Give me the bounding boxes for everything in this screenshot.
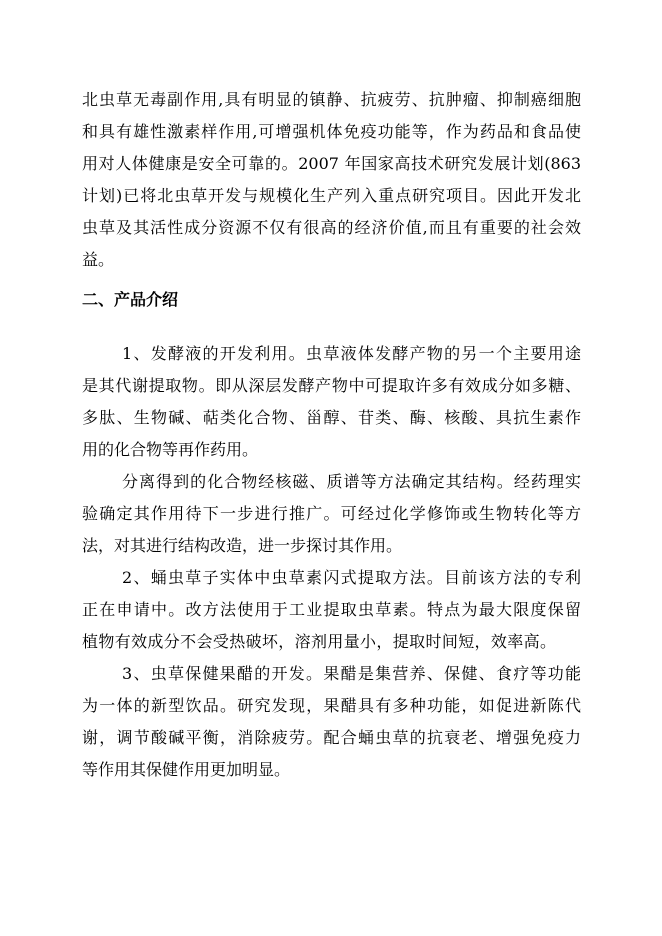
item2-line-1: 2、蛹虫草子实体中虫草素闪式提取方法。目前该方法的专利 [122, 568, 581, 587]
item2-line-2: 正在申请中。改方法使用于工业提取虫草素。特点为最大限度保留 [82, 600, 581, 619]
item2-line-3: 植物有效成分不会受热破坏，溶剂用量小，提取时间短，效率高。 [82, 632, 556, 651]
item1-line-3: 多肽、生物碱、萜类化合物、甾醇、苷类、酶、核酸、具抗生素作 [82, 408, 581, 427]
item1-line-4: 用的化合物等再作药用。 [82, 440, 259, 459]
section-heading: 二、产品介绍 [82, 290, 179, 309]
item3-line-3: 谢，调节酸碱平衡，消除疲劳。配合蛹虫草的抗衰老、增强免疫力 [82, 728, 581, 747]
item3-line-4: 等作用其保健作用更加明显。 [82, 760, 291, 779]
intro-line-5: 虫草及其活性成分资源不仅有很高的经济价值,而且有重要的社会效 [82, 218, 581, 237]
item1-followup-line-2: 验确定其作用待下一步进行推广。可经过化学修饰或生物转化等方 [82, 504, 581, 523]
item1-followup-line-1: 分离得到的化合物经核磁、质谱等方法确定其结构。经药理实 [122, 472, 581, 491]
item1-line-2: 是其代谢提取物。即从深层发酵产物中可提取许多有效成分如多糖、 [82, 376, 581, 395]
intro-line-4: 计划)已将北虫草开发与规模化生产列入重点研究项目。因此开发北 [82, 186, 581, 205]
intro-line-3: 用对人体健康是安全可靠的。2007 年国家高技术研究发展计划(863 [82, 154, 581, 173]
intro-line-6: 益。 [82, 250, 115, 269]
item3-line-1: 3、虫草保健果醋的开发。果醋是集营养、保健、食疗等功能 [122, 664, 581, 683]
intro-line-1: 北虫草无毒副作用,具有明显的镇静、抗疲劳、抗肿瘤、抑制癌细胞 [82, 90, 581, 109]
intro-line-2: 和具有雄性激素样作用,可增强机体免疫功能等，作为药品和食品使 [82, 122, 581, 141]
item1-followup-line-3: 法，对其进行结构改造，进一步探讨其作用。 [82, 536, 403, 555]
item1-line-1: 1、发酵液的开发利用。虫草液体发酵产物的另一个主要用途 [122, 344, 581, 363]
item3-line-2: 为一体的新型饮品。研究发现，果醋具有多种功能，如促进新陈代 [82, 696, 581, 715]
